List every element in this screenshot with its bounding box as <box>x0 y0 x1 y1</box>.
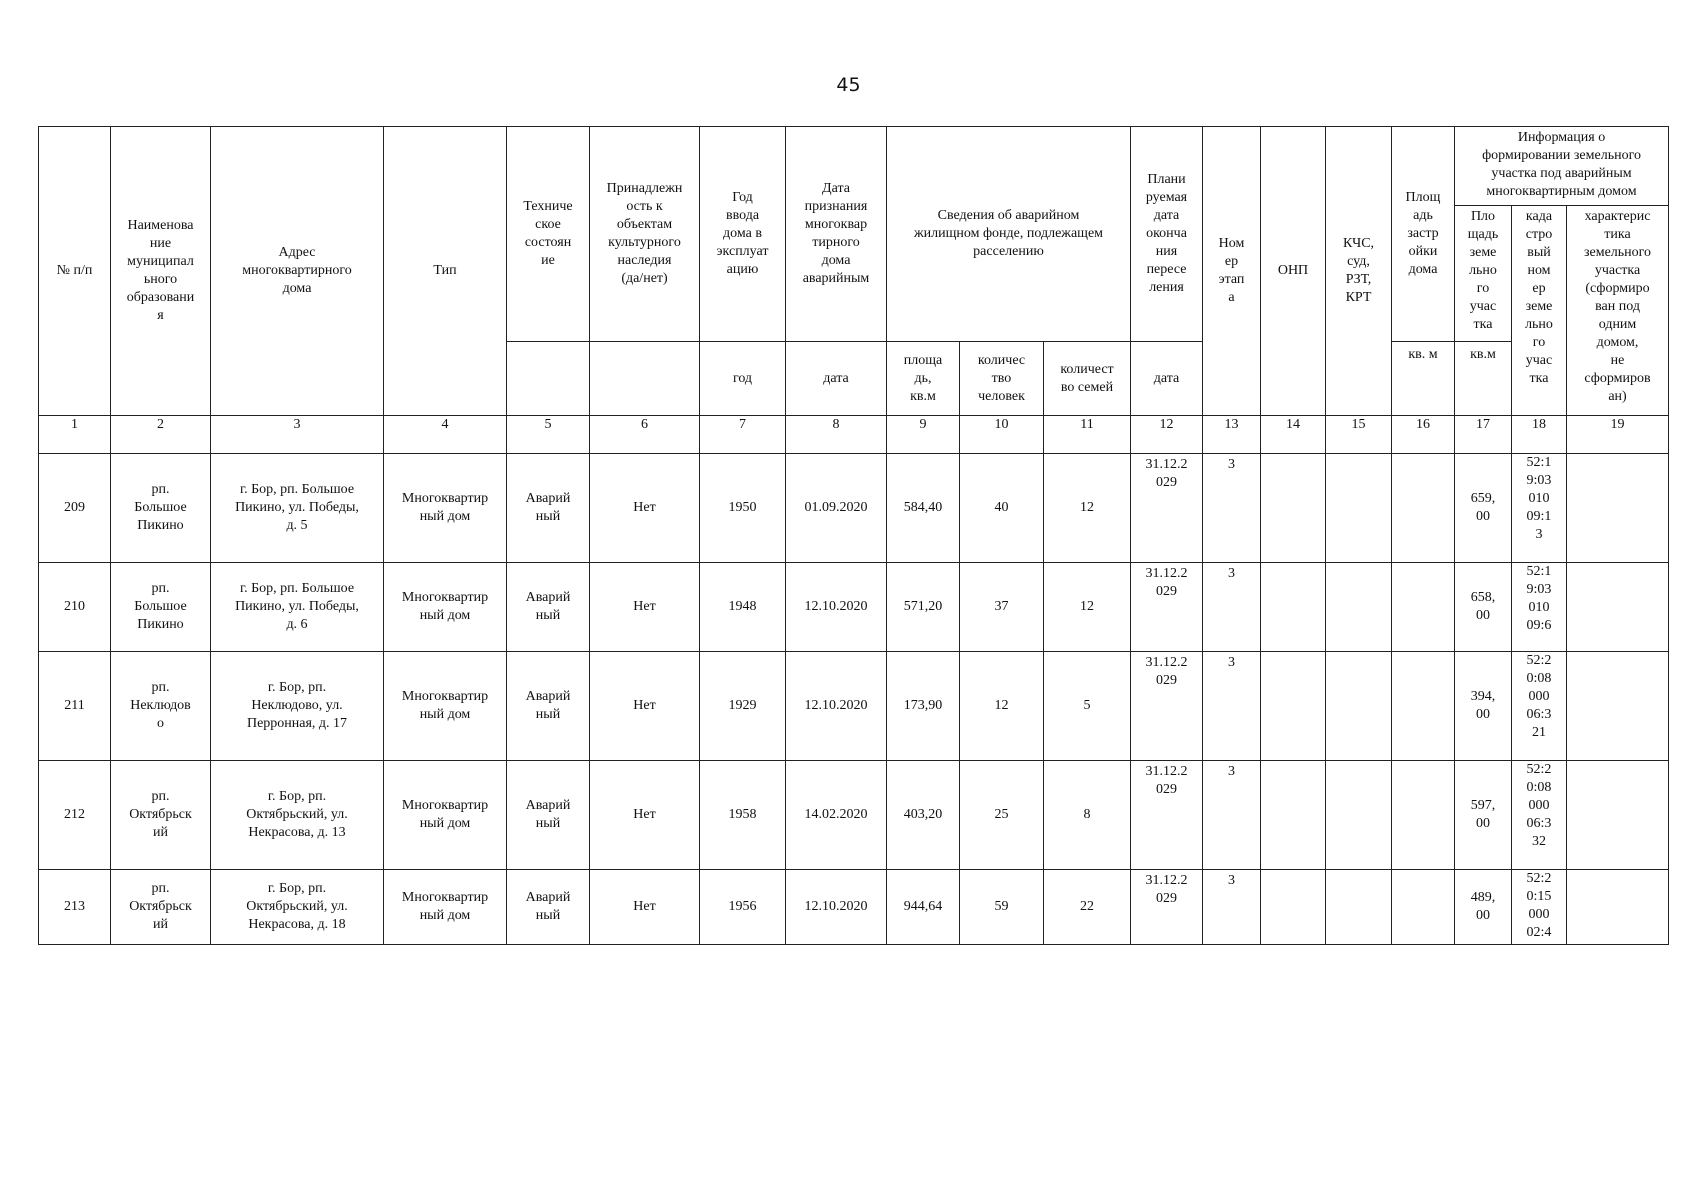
column-number: 13 <box>1203 416 1261 454</box>
header-number: № п/п <box>39 127 111 416</box>
cell-build-area <box>1392 870 1455 945</box>
cell-commission-year: 1948 <box>700 563 786 652</box>
cell-cadastral-number: 52:2 0:08 000 06:3 21 <box>1512 652 1567 761</box>
emergency-housing-table <box>38 126 1669 945</box>
cell-municipality: рп. Октябрьск ий <box>111 761 211 870</box>
cell-people-count: 37 <box>960 563 1044 652</box>
cell-onp-value <box>1261 761 1326 870</box>
cell-house-type: Многоквартир ный дом <box>384 454 507 563</box>
column-number: 9 <box>887 416 960 454</box>
cell-kchs-value <box>1326 652 1392 761</box>
cell-municipality: рп. Неклюдов о <box>111 652 211 761</box>
cell-people-count: 59 <box>960 870 1044 945</box>
cell-address: г. Бор, рп. Большое Пикино, ул. Победы, д. 6 <box>211 563 384 652</box>
cell-fund-area: 584,40 <box>887 454 960 563</box>
cell-heritage-flag: Нет <box>590 652 700 761</box>
page-number: 45 <box>836 74 861 96</box>
table-row <box>39 761 1669 870</box>
cell-address: г. Бор, рп. Октябрьский, ул. Некрасова, д. 13 <box>211 761 384 870</box>
column-number: 6 <box>590 416 700 454</box>
cell-family-count: 12 <box>1044 454 1131 563</box>
column-number: 11 <box>1044 416 1131 454</box>
column-number: 17 <box>1455 416 1512 454</box>
header-planned-date: Плани руемая дата оконча ния пересе ления <box>1131 127 1203 342</box>
cell-land-area: 658, 00 <box>1455 563 1512 652</box>
cell-emergency-date: 01.09.2020 <box>786 454 887 563</box>
cell-family-count: 8 <box>1044 761 1131 870</box>
cell-tech-state: Аварий ный <box>507 761 590 870</box>
cell-address: г. Бор, рп. Неклюдово, ул. Перронная, д. 17 <box>211 652 384 761</box>
cell-build-area <box>1392 454 1455 563</box>
cell-row-number: 212 <box>39 761 111 870</box>
cell-cadastral-number: 52:2 0:15 000 02:4 <box>1512 870 1567 945</box>
cell-kchs-value <box>1326 870 1392 945</box>
cell-house-type: Многоквартир ный дом <box>384 761 507 870</box>
cell-planned-date: 31.12.2 029 <box>1131 761 1203 870</box>
header-onp: ОНП <box>1261 127 1326 416</box>
cell-people-count: 12 <box>960 652 1044 761</box>
cell-people-count: 40 <box>960 454 1044 563</box>
header-cadastral: када стро вый ном ер земе льно го учас тка <box>1512 206 1567 416</box>
cell-municipality: рп. Большое Пикино <box>111 563 211 652</box>
column-number: 12 <box>1131 416 1203 454</box>
cell-family-count: 22 <box>1044 870 1131 945</box>
cell-heritage-flag: Нет <box>590 563 700 652</box>
cell-onp-value <box>1261 454 1326 563</box>
cell-planned-date: 31.12.2 029 <box>1131 563 1203 652</box>
subheader-plan-date: дата <box>1131 342 1203 416</box>
header-kchs: КЧС, суд, РЗТ, КРТ <box>1326 127 1392 416</box>
cell-stage-number: 3 <box>1203 563 1261 652</box>
cell-land-characteristic <box>1567 454 1669 563</box>
cell-land-characteristic <box>1567 870 1669 945</box>
cell-commission-year: 1929 <box>700 652 786 761</box>
cell-family-count: 12 <box>1044 563 1131 652</box>
cell-fund-area: 944,64 <box>887 870 960 945</box>
cell-stage-number: 3 <box>1203 870 1261 945</box>
subheader-empty-5 <box>507 342 590 416</box>
cell-tech-state: Аварий ный <box>507 652 590 761</box>
table-row <box>39 563 1669 652</box>
cell-emergency-date: 12.10.2020 <box>786 563 887 652</box>
cell-kchs-value <box>1326 454 1392 563</box>
header-build-area: Площ адь застр ойки дома <box>1392 127 1455 342</box>
column-number-row <box>39 416 1669 454</box>
column-number: 14 <box>1261 416 1326 454</box>
cell-row-number: 210 <box>39 563 111 652</box>
cell-build-area <box>1392 652 1455 761</box>
header-type: Тип <box>384 127 507 416</box>
cell-land-characteristic <box>1567 652 1669 761</box>
cell-family-count: 5 <box>1044 652 1131 761</box>
cell-commission-year: 1958 <box>700 761 786 870</box>
cell-build-area <box>1392 563 1455 652</box>
header-year: Год ввода дома в эксплуат ацию <box>700 127 786 342</box>
cell-onp-value <box>1261 870 1326 945</box>
header-emergency-fund-group: Сведения об аварийном жилищном фонде, подлежащем расселению <box>887 127 1131 342</box>
header-stage: Ном ер этап а <box>1203 127 1261 416</box>
cell-land-characteristic <box>1567 761 1669 870</box>
column-number: 19 <box>1567 416 1669 454</box>
cell-land-area: 597, 00 <box>1455 761 1512 870</box>
column-number: 7 <box>700 416 786 454</box>
header-land-group: Информация о формировании земельного участка под аварийным многоквартирным домом <box>1455 127 1669 206</box>
cell-kchs-value <box>1326 563 1392 652</box>
cell-planned-date: 31.12.2 029 <box>1131 454 1203 563</box>
cell-stage-number: 3 <box>1203 454 1261 563</box>
cell-heritage-flag: Нет <box>590 761 700 870</box>
subheader-families: количест во семей <box>1044 342 1131 416</box>
cell-build-area <box>1392 761 1455 870</box>
cell-emergency-date: 14.02.2020 <box>786 761 887 870</box>
column-number: 1 <box>39 416 111 454</box>
cell-onp-value <box>1261 652 1326 761</box>
cell-row-number: 211 <box>39 652 111 761</box>
subheader-build-area-unit: кв. м <box>1392 342 1455 416</box>
column-number: 3 <box>211 416 384 454</box>
cell-planned-date: 31.12.2 029 <box>1131 870 1203 945</box>
table-row <box>39 454 1669 563</box>
cell-fund-area: 173,90 <box>887 652 960 761</box>
cell-emergency-date: 12.10.2020 <box>786 652 887 761</box>
cell-heritage-flag: Нет <box>590 454 700 563</box>
cell-tech-state: Аварий ный <box>507 454 590 563</box>
column-number: 18 <box>1512 416 1567 454</box>
column-number: 10 <box>960 416 1044 454</box>
subheader-date: дата <box>786 342 887 416</box>
header-address: Адрес многоквартирного дома <box>211 127 384 416</box>
cell-row-number: 209 <box>39 454 111 563</box>
cell-house-type: Многоквартир ный дом <box>384 870 507 945</box>
cell-address: г. Бор, рп. Октябрьский, ул. Некрасова, д. 18 <box>211 870 384 945</box>
header-land-characteristic: характерис тика земельного участка (сформиро ван под одним домом, не сформиров ан) <box>1567 206 1669 416</box>
cell-land-area: 659, 00 <box>1455 454 1512 563</box>
header-municipality: Наименова ние муниципал ьного образовани я <box>111 127 211 416</box>
header-heritage: Принадлежн ость к объектам культурного наследия (да/нет) <box>590 127 700 342</box>
cell-municipality: рп. Октябрьск ий <box>111 870 211 945</box>
cell-house-type: Многоквартир ный дом <box>384 563 507 652</box>
cell-address: г. Бор, рп. Большое Пикино, ул. Победы, д. 5 <box>211 454 384 563</box>
cell-cadastral-number: 52:1 9:03 010 09:1 3 <box>1512 454 1567 563</box>
header-tech-state: Техниче ское состоян ие <box>507 127 590 342</box>
cell-land-area: 489, 00 <box>1455 870 1512 945</box>
cell-municipality: рп. Большое Пикино <box>111 454 211 563</box>
table-row <box>39 870 1669 945</box>
cell-fund-area: 571,20 <box>887 563 960 652</box>
cell-emergency-date: 12.10.2020 <box>786 870 887 945</box>
column-number: 16 <box>1392 416 1455 454</box>
cell-heritage-flag: Нет <box>590 870 700 945</box>
cell-house-type: Многоквартир ный дом <box>384 652 507 761</box>
cell-commission-year: 1950 <box>700 454 786 563</box>
cell-stage-number: 3 <box>1203 652 1261 761</box>
subheader-year: год <box>700 342 786 416</box>
column-number: 8 <box>786 416 887 454</box>
table-row <box>39 652 1669 761</box>
cell-people-count: 25 <box>960 761 1044 870</box>
subheader-area: площа дь, кв.м <box>887 342 960 416</box>
cell-land-characteristic <box>1567 563 1669 652</box>
cell-tech-state: Аварий ный <box>507 870 590 945</box>
cell-row-number: 213 <box>39 870 111 945</box>
subheader-empty-6 <box>590 342 700 416</box>
cell-cadastral-number: 52:2 0:08 000 06:3 32 <box>1512 761 1567 870</box>
cell-commission-year: 1956 <box>700 870 786 945</box>
header-emergency-date: Дата признания многоквар тирного дома аварийным <box>786 127 887 342</box>
cell-stage-number: 3 <box>1203 761 1261 870</box>
column-number: 4 <box>384 416 507 454</box>
cell-land-area: 394, 00 <box>1455 652 1512 761</box>
column-number: 2 <box>111 416 211 454</box>
column-number: 15 <box>1326 416 1392 454</box>
header-land-area: Пло щадь земе льно го учас тка <box>1455 206 1512 342</box>
cell-planned-date: 31.12.2 029 <box>1131 652 1203 761</box>
cell-onp-value <box>1261 563 1326 652</box>
cell-cadastral-number: 52:1 9:03 010 09:6 <box>1512 563 1567 652</box>
cell-kchs-value <box>1326 761 1392 870</box>
column-number: 5 <box>507 416 590 454</box>
subheader-people: количес тво человек <box>960 342 1044 416</box>
subheader-land-area-unit: кв.м <box>1455 342 1512 416</box>
cell-tech-state: Аварий ный <box>507 563 590 652</box>
cell-fund-area: 403,20 <box>887 761 960 870</box>
